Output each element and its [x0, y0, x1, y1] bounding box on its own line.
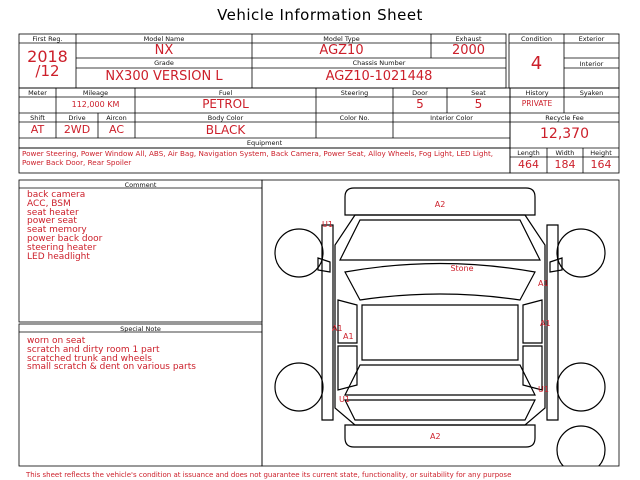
- damage-mark: U1: [339, 395, 350, 404]
- length-value: 464: [518, 158, 539, 171]
- mileage-label: Mileage: [82, 89, 109, 97]
- length-label: Length: [517, 149, 540, 157]
- trunk: [345, 400, 535, 420]
- list-item: worn on seat: [27, 336, 86, 346]
- sheet-title: Vehicle Information Sheet: [217, 6, 423, 24]
- seat-value: 5: [474, 97, 483, 111]
- interior-label: Interior: [579, 60, 604, 68]
- steering-label: Steering: [340, 89, 369, 97]
- body-color-value: BLACK: [205, 123, 246, 137]
- damage-mark: A1: [538, 279, 549, 288]
- model-name-value: NX: [154, 43, 174, 58]
- special-note-label: Special Note: [120, 325, 161, 333]
- first-reg-month: /12: [35, 62, 60, 80]
- body-color-label: Body Color: [207, 114, 244, 122]
- shift-label: Shift: [30, 114, 45, 122]
- shift-value: AT: [30, 123, 45, 136]
- equipment-text: Power Steering, Power Window All, ABS, Air Bag, Navigation System, Back Camera, Power Seat, Alloy Wheels, Fog Light, LED Light, Power Back Door, Rear Spoiler: [22, 149, 494, 167]
- grade-label: Grade: [154, 59, 174, 67]
- disclaimer-footer: This sheet reflects the vehicle's condition at issuance and does not guarantee its current state, functionality, or suitability for any purpose: [26, 471, 512, 479]
- list-item: small scratch & dent on various parts: [27, 362, 196, 373]
- damage-mark: A2: [434, 200, 446, 209]
- drive-value: 2WD: [63, 123, 91, 136]
- exterior-label: Exterior: [578, 35, 605, 43]
- list-item: steering heater: [27, 242, 97, 253]
- first-reg-label: First Reg.: [32, 35, 63, 43]
- drive-label: Drive: [68, 114, 86, 122]
- damage-mark: A2: [430, 432, 441, 441]
- windshield: [345, 264, 535, 301]
- height-value: 164: [590, 158, 612, 171]
- rear-left-door: [338, 346, 357, 390]
- list-item: scratched trunk and wheels: [27, 353, 152, 364]
- spare-wheel: [557, 426, 605, 466]
- door-label: Door: [412, 89, 428, 97]
- special-note-list: [27, 337, 196, 372]
- list-item: seat memory: [27, 225, 87, 236]
- wheel-rear-left: [275, 363, 323, 411]
- wheel-front-right: [557, 229, 605, 277]
- model-name-label: Model Name: [143, 35, 185, 43]
- recycle-fee-value: 12,370: [540, 126, 589, 142]
- list-item: seat heater: [27, 207, 79, 218]
- exhaust-value: 2000: [451, 43, 486, 58]
- seat-label: Seat: [471, 89, 486, 97]
- recycle-fee-label: Recycle Fee: [545, 114, 584, 122]
- height-label: Height: [590, 149, 612, 157]
- list-item: power seat: [27, 216, 77, 227]
- chassis-number-value: AGZ10-1021448: [325, 69, 433, 84]
- wheel-front-left: [275, 229, 323, 277]
- list-item: LED headlight: [27, 251, 90, 262]
- history-label: History: [525, 89, 549, 97]
- equipment-label: Equipment: [246, 139, 283, 147]
- roof: [362, 305, 518, 360]
- condition-label: Condition: [520, 35, 553, 43]
- car-damage-diagram: [262, 180, 619, 466]
- exhaust-label: Exhaust: [455, 35, 482, 43]
- first-reg-year: 2018: [27, 47, 68, 66]
- damage-mark: A1: [343, 332, 354, 341]
- damage-mark: U1: [538, 385, 549, 394]
- interior-color-label: Interior Color: [430, 114, 473, 122]
- damage-mark: U1: [322, 220, 333, 229]
- mileage-value: 112,000 KM: [71, 100, 120, 109]
- hood: [340, 220, 540, 260]
- wheel-rear-right: [557, 363, 605, 411]
- damage-mark: A1: [540, 319, 551, 328]
- comment-list: [27, 191, 102, 261]
- fuel-label: Fuel: [218, 89, 233, 97]
- history-value: PRIVATE: [521, 99, 553, 108]
- car-body: [335, 215, 545, 425]
- damage-mark: A1: [332, 324, 343, 333]
- comment-label: Comment: [124, 181, 157, 189]
- fuel-value: PETROL: [202, 97, 249, 111]
- model-type-value: AGZ10: [319, 43, 364, 58]
- damage-mark: Stone: [450, 264, 474, 273]
- meter-label: Meter: [28, 89, 47, 97]
- aircon-label: Aircon: [106, 114, 127, 122]
- width-label: Width: [555, 149, 575, 157]
- model-type-label: Model Type: [323, 35, 360, 43]
- list-item: power back door: [27, 233, 103, 244]
- rear-window: [345, 365, 535, 395]
- door-value: 5: [416, 97, 424, 111]
- syaken-label: Syaken: [579, 89, 604, 97]
- list-item: back camera: [27, 190, 86, 200]
- color-no-label: Color No.: [339, 114, 370, 122]
- chassis-number-label: Chassis Number: [352, 59, 406, 67]
- list-item: scratch and dirty room 1 part: [27, 344, 160, 355]
- left-side-skirt: [322, 225, 333, 420]
- rear-right-door: [523, 346, 542, 390]
- width-value: 184: [554, 158, 576, 171]
- condition-value: 4: [530, 53, 543, 74]
- aircon-value: AC: [108, 123, 124, 136]
- list-item: ACC, BSM: [27, 198, 71, 209]
- grade-value: NX300 VERSION L: [105, 69, 223, 84]
